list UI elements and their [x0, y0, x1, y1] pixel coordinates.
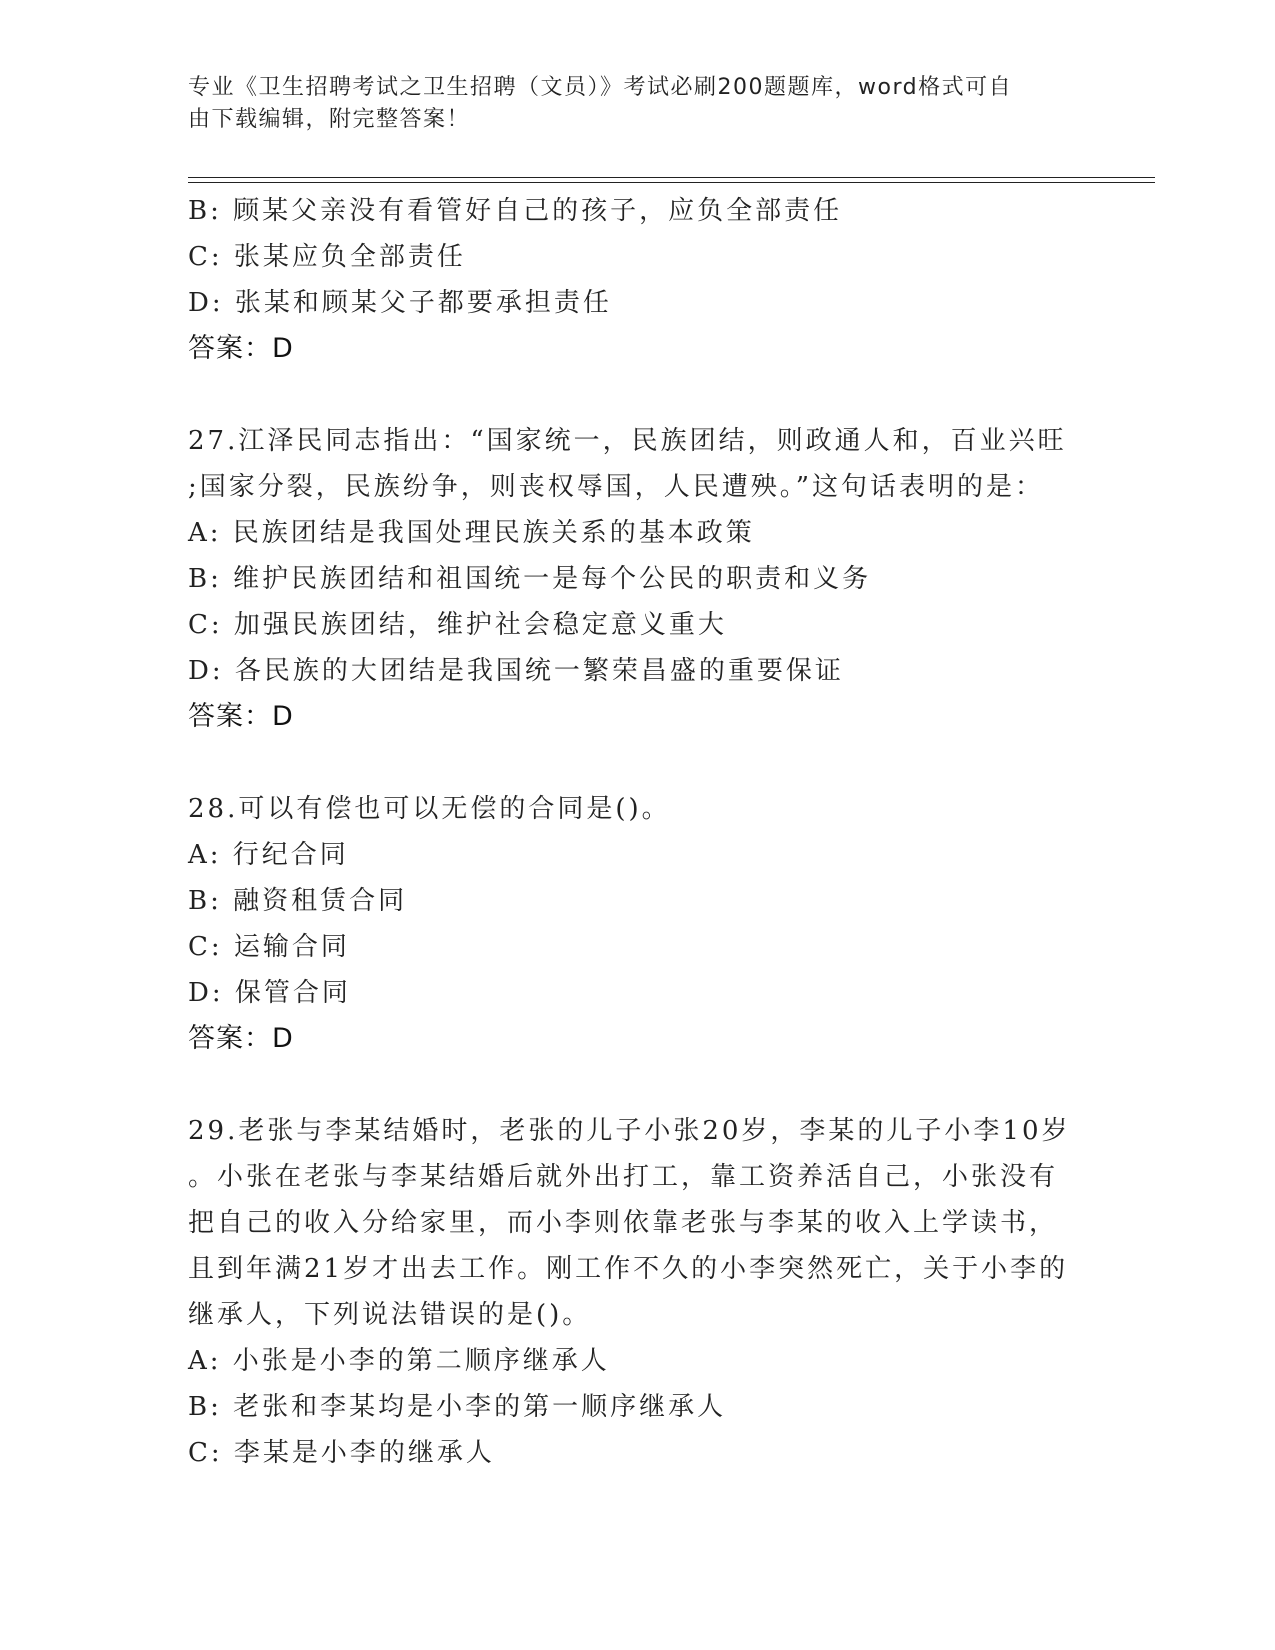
option-b: B: 融资租赁合同 — [188, 886, 408, 916]
question-28 — [188, 786, 1088, 1062]
question-stem: 且到年满21岁才出去工作。刚工作不久的小李突然死亡，关于小李的 — [188, 1254, 1069, 1284]
question-stem: 29.老张与李某结婚时，老张的儿子小张20岁，李某的儿子小李10岁 — [188, 1116, 1071, 1146]
option-a: A: 小张是小李的第二顺序继承人 — [188, 1346, 610, 1376]
question-stem: 把自己的收入分给家里，而小李则依靠老张与李某的收入上学读书， — [188, 1208, 1059, 1238]
question-stem: 。小张在老张与李某结婚后就外出打工，靠工资养活自己，小张没有 — [188, 1162, 1059, 1192]
option-c: C: 运输合同 — [188, 932, 350, 962]
answer: 答案：D — [188, 1023, 294, 1054]
spacer — [188, 372, 1088, 418]
question-stem: 继承人，下列说法错误的是()。 — [188, 1300, 592, 1330]
option-c: C: 加强民族团结，维护社会稳定意义重大 — [188, 610, 727, 640]
answer: 答案：D — [188, 333, 294, 364]
answer: 答案：D — [188, 701, 294, 732]
question-stem: 28.可以有偿也可以无偿的合同是()。 — [188, 794, 671, 824]
option-a: A: 行纪合同 — [188, 840, 349, 870]
option-d: D: 张某和顾某父子都要承担责任 — [188, 288, 612, 318]
option-d: D: 保管合同 — [188, 978, 351, 1008]
header-line-1: 专业《卫生招聘考试之卫生招聘（文员）》考试必刷200题题库，word格式可自 — [188, 75, 1013, 100]
option-d: D: 各民族的大团结是我国统一繁荣昌盛的重要保证 — [188, 656, 844, 686]
spacer — [188, 740, 1088, 786]
option-b: B: 顾某父亲没有看管好自己的孩子，应负全部责任 — [188, 196, 843, 226]
option-b: B: 老张和李某均是小李的第一顺序继承人 — [188, 1392, 727, 1422]
option-b: B: 维护民族团结和祖国统一是每个公民的职责和义务 — [188, 564, 872, 594]
document-body — [188, 188, 1088, 1476]
question-27 — [188, 418, 1088, 740]
question-stem: ;国家分裂，民族纷争，则丧权辱国，人民遭殃。”这句话表明的是： — [188, 472, 1045, 502]
question-29 — [188, 1108, 1088, 1476]
spacer — [188, 1062, 1088, 1108]
option-a: A: 民族团结是我国处理民族关系的基本政策 — [188, 518, 755, 548]
question-stem: 27.江泽民同志指出：“国家统一，民族团结，则政通人和，百业兴旺 — [188, 426, 1067, 456]
document-header — [188, 72, 1088, 136]
previous-question — [188, 188, 1088, 372]
option-c: C: 张某应负全部责任 — [188, 242, 466, 272]
header-line-2: 由下载编辑，附完整答案！ — [188, 107, 471, 132]
option-c: C: 李某是小李的继承人 — [188, 1438, 495, 1468]
header-rule-bottom — [188, 182, 1155, 183]
header-rule-top — [188, 177, 1155, 178]
